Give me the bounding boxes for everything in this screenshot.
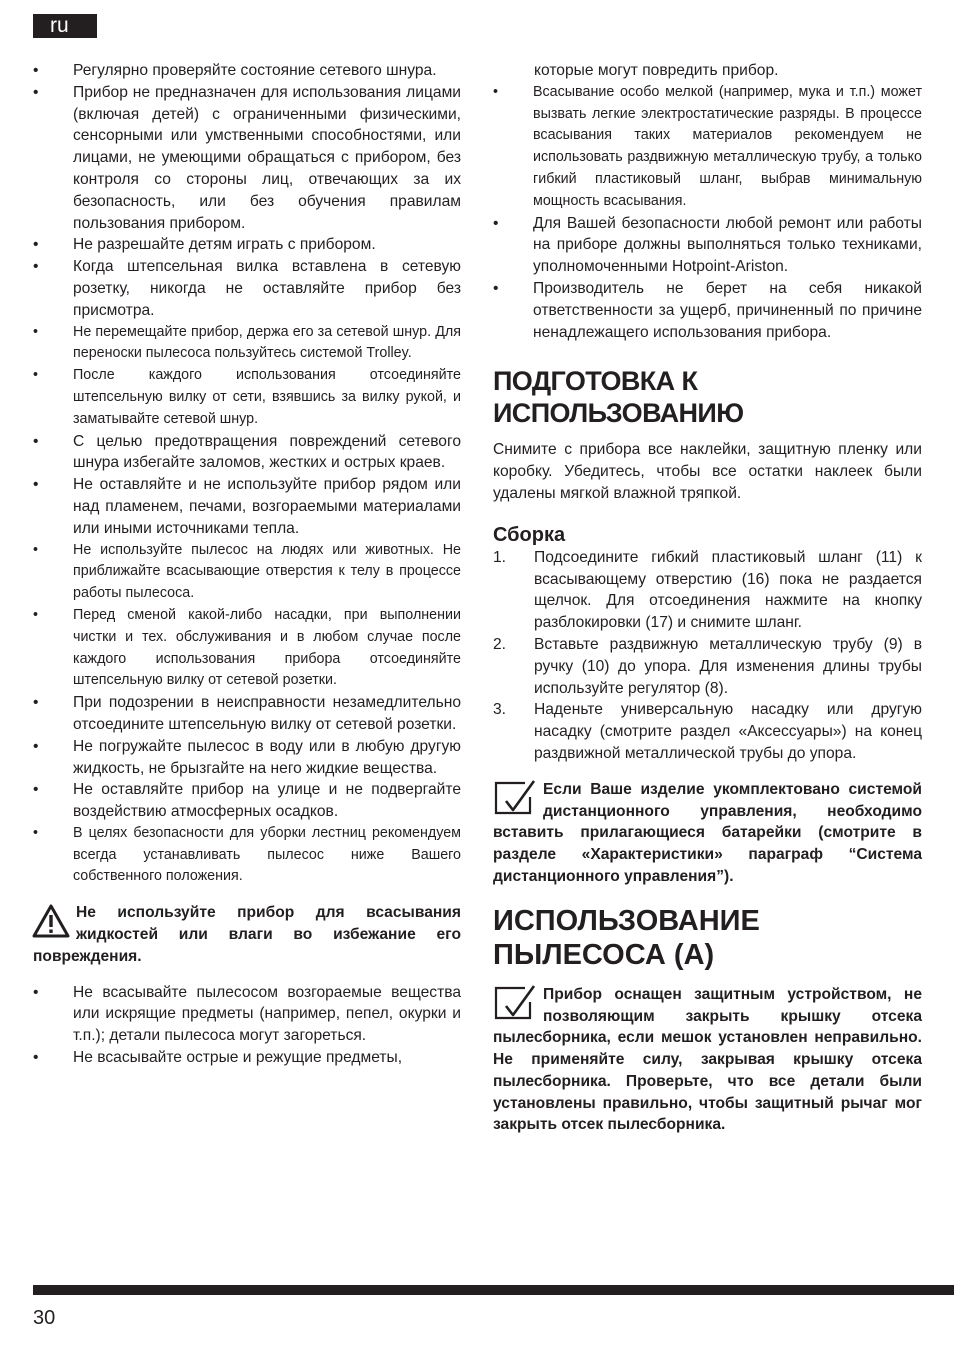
list-item: • Не оставляйте и не используйте прибор рядом или над пламенем, печами, возгораемыми материалами или иными источниками тепла. <box>33 474 461 539</box>
note-block-remote <box>493 779 922 888</box>
list-item: • Не всасывайте пылесосом возгораемые вещества или искрящие предметы (например, пепел, окурки и т.п.); детали пылесоса могут загореться. <box>33 982 461 1047</box>
step-item <box>493 547 922 634</box>
section-title-usage: ИСПОЛЬЗОВАНИЕ ПЫЛЕСОСА (A) <box>493 904 760 971</box>
list-item: • В целях безопасности для уборки лестниц рекомендуем всегда устанавливать пылесос ниже Вашего собственного положения. <box>33 823 461 888</box>
list-item: • Производитель не берет на себя никакой ответственности за ущерб, причиненный по причине ненадлежащего использования прибора. <box>493 278 922 343</box>
step-number: 1. <box>493 548 507 566</box>
step-number: 2. <box>493 635 507 653</box>
list-item: • Не всасывайте острые и режущие предметы, <box>33 1047 461 1069</box>
assembly-title: Сборка <box>493 523 566 546</box>
continued-text: которые могут повредить прибор. <box>534 62 779 79</box>
preparation-text: Снимите с прибора все наклейки, защитную пленку или коробку. Убедитесь, чтобы все остатки наклеек были удалены мягкой влажной тряпкой. <box>493 441 922 502</box>
step-text: Подсоедините гибкий пластиковый шланг (11) к всасывающему отверстию (16) пока не раздается щелчок. Для отсоединения нажмите на кнопку разблокировки (17) и снимите шланг. <box>534 548 922 632</box>
page-number: 30 <box>33 1307 56 1329</box>
left-column <box>33 60 461 1069</box>
list-item: • Для Вашей безопасности любой ремонт или работы на приборе должны выполняться только техниками, уполномоченными Hotpoint-Ariston. <box>493 213 922 278</box>
list-item: • При подозрении в неисправности незамедлительно отсоедините штепсельную вилку от сетевой розетки. <box>33 692 461 736</box>
warning-text: Не используйте прибор для всасывания жидкостей или влаги во избежание его повреждения. <box>33 904 461 965</box>
warning-triangle-icon <box>32 904 70 938</box>
list-item: • Не разрешайте детям играть с прибором. <box>33 234 461 256</box>
step-item <box>493 634 922 699</box>
list-item: • Когда штепсельная вилка вставлена в сетевую розетку, никогда не оставляйте прибор без присмотра. <box>33 256 461 321</box>
list-item: • Не перемещайте прибор, держа его за сетевой шнур. Для переноски пылесоса пользуйтесь системой Trolley. <box>33 322 461 366</box>
step-text: Вставьте раздвижную металлическую трубу (9) в ручку (10) до упора. Для изменения длины трубы используйте регулятор (8). <box>534 635 922 697</box>
list-item: • Всасывание особо мелкой (например, мука и т.п.) может вызвать легкие электростатические разряды. В процессе всасывания таких материалов рекомендуем не использовать раздвижную металлическую трубу, а только гибкий пластиковый шланг, выбрав минимальную мощность всасывания. <box>493 82 922 213</box>
list-item: • Регулярно проверяйте состояние сетевого шнура. <box>33 60 461 82</box>
list-item: • После каждого использования отсоединяйте штепсельную вилку от сети, взявшись за вилку рукой, и заматывайте сетевой шнур. <box>33 365 461 430</box>
note-check-icon <box>492 984 536 1024</box>
step-item <box>493 699 922 764</box>
footer-divider <box>33 1285 954 1295</box>
safety-list-right <box>493 82 922 344</box>
safety-list-continued <box>33 982 461 1069</box>
safety-list <box>33 60 461 888</box>
right-column <box>493 60 922 1136</box>
list-item: • С целью предотвращения повреждений сетевого шнура избегайте заломов, жестких и острых краев. <box>33 431 461 475</box>
note-text: Прибор оснащен защитным устройством, не позволяющим закрыть крышку отсека пылесборника, если мешок установлен неправильно. Не применяйте силу, закрывая крышку отсека пылесборника. Проверьте, что все детали были установлены правильно, чтобы защитный рычаг мог закрыть отсек пылесборника. <box>493 985 922 1134</box>
list-item: • Не погружайте пылесос в воду или в любую другую жидкость, не брызгайте на него жидкие вещества. <box>33 736 461 780</box>
note-block-safety <box>493 984 922 1137</box>
list-item: • Не оставляйте прибор на улице и не подвергайте воздействию атмосферных осадков. <box>33 779 461 823</box>
section-title-preparation: ПОДГОТОВКА К ИСПОЛЬЗОВАНИЮ <box>493 366 744 429</box>
list-item: • Прибор не предназначен для использования лицами (включая детей) с ограниченными физическими, сенсорными или умственными способностями, или лицами, не умеющими обращаться с прибором, без контроля со стороны лиц, отвечающих за их безопасность, или без обучения правилам пользования прибором. <box>33 82 461 235</box>
step-number: 3. <box>493 701 507 719</box>
note-check-icon <box>492 779 536 819</box>
step-text: Наденьте универсальную насадку или другую насадку (смотрите раздел «Аксессуары») на конец раздвижной металлической трубы до упора. <box>534 701 922 762</box>
warning-block <box>33 902 461 967</box>
language-tag: ru <box>33 14 97 38</box>
list-item: • Перед сменой какой-либо насадки, при выполнении чистки и тех. обслуживания и в любом случае после каждого использования прибора отсоединяйте штепсельную вилку от сетевой розетки. <box>33 605 461 692</box>
assembly-steps <box>493 547 922 765</box>
note-text: Если Ваше изделие укомплектовано системой дистанционного управления, необходимо вставить прилагающиеся батарейки (смотрите в разделе «Характеристики» параграф “Система дистанционного управления”). <box>493 780 922 885</box>
list-item: • Не используйте пылесос на людях или животных. Не приближайте всасывающие отверстия к телу в процессе работы пылесоса. <box>33 540 461 605</box>
